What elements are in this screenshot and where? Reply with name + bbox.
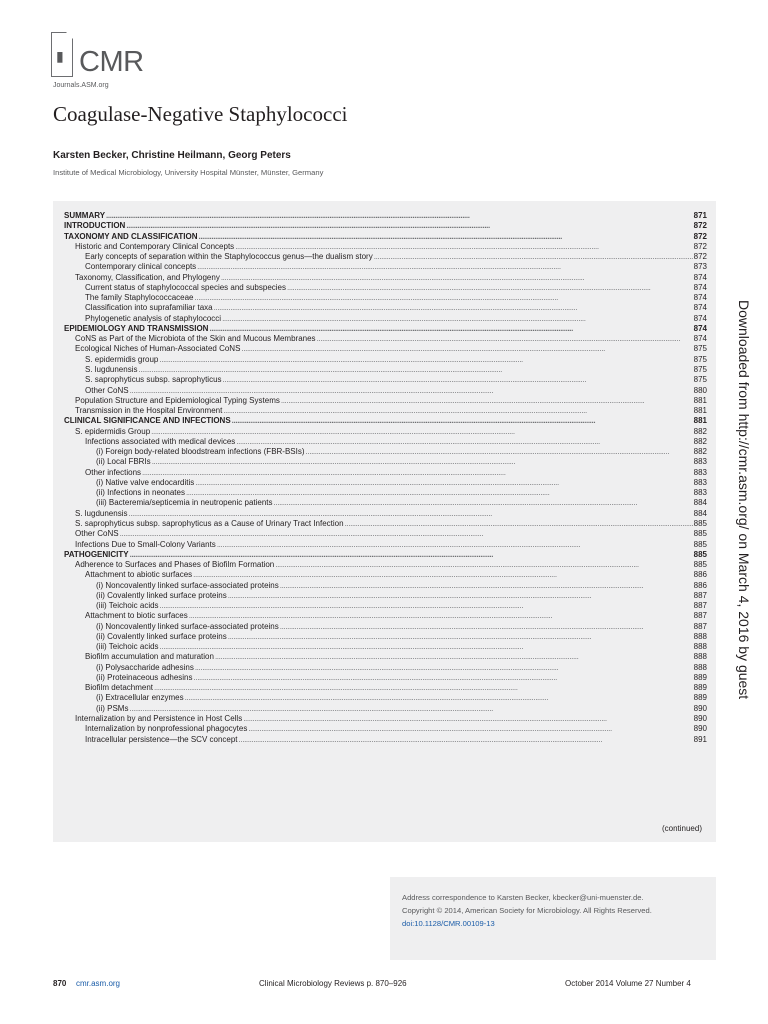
- toc-entry-page: 882: [693, 436, 707, 446]
- toc-entry-page: 885: [693, 560, 707, 570]
- toc-entry-label: Internalization by and Persistence in Host Cells: [75, 714, 243, 724]
- toc-entry-page: 885: [693, 549, 707, 559]
- toc-entry-page: 874: [693, 303, 707, 313]
- toc-entry-page: 886: [693, 580, 707, 590]
- toc-leader-dots: [306, 447, 693, 457]
- toc-leader-dots: [142, 468, 693, 478]
- toc-entry-label: EPIDEMIOLOGY AND TRANSMISSION: [64, 323, 209, 333]
- toc-entry[interactable]: [64, 509, 707, 519]
- toc-entry-page: 883: [693, 488, 707, 498]
- toc-leader-dots: [222, 314, 693, 324]
- toc-leader-dots: [239, 735, 693, 745]
- toc-entry[interactable]: [64, 303, 707, 313]
- document-icon: ▮: [51, 32, 73, 77]
- toc-entry-label: CLINICAL SIGNIFICANCE AND INFECTIONS: [64, 416, 231, 426]
- toc-entry-label: The family Staphylococcaceae: [85, 293, 194, 303]
- toc-entry-label: (i) Noncovalently linked surface-associated proteins: [96, 621, 279, 631]
- toc-entry[interactable]: [64, 211, 707, 221]
- toc-entry[interactable]: [64, 355, 707, 365]
- toc-entry[interactable]: [64, 242, 707, 252]
- toc-entry-label: Current status of staphylococcal species and subspecies: [85, 282, 286, 292]
- toc-entry[interactable]: [64, 375, 707, 385]
- toc-leader-dots: [287, 283, 693, 293]
- toc-entry-label: SUMMARY: [64, 211, 106, 220]
- toc-entry[interactable]: [64, 673, 707, 683]
- copyright-notice: Copyright © 2014, American Society for Microbiology. All Rights Reserved.: [402, 906, 652, 915]
- toc-entry-label: (ii) Infections in neonates: [96, 488, 185, 498]
- toc-entry-label: Intracellular persistence—the SCV concept: [85, 734, 238, 744]
- toc-entry-label: (ii) Local FBRIs: [96, 457, 151, 467]
- toc-entry[interactable]: [64, 273, 707, 283]
- toc-entry-page: 875: [693, 375, 707, 385]
- article-title: Coagulase-Negative Staphylococci: [53, 102, 348, 126]
- toc-entry-label: (ii) Covalently linked surface proteins: [96, 631, 227, 641]
- toc-entry-label: (ii) PSMs: [96, 703, 129, 713]
- toc-entry[interactable]: [64, 314, 707, 324]
- toc-entry[interactable]: [64, 478, 707, 488]
- toc-entry[interactable]: [64, 468, 707, 478]
- toc-entry-label: Infections associated with medical devices: [85, 436, 236, 446]
- toc-entry-page: 887: [693, 590, 707, 600]
- toc-entry-page: 874: [693, 272, 707, 282]
- toc-entry-page: 875: [693, 344, 707, 354]
- toc-entry[interactable]: [64, 570, 707, 580]
- toc-entry[interactable]: [64, 560, 707, 570]
- doi-link[interactable]: doi:10.1128/CMR.00109-13: [402, 919, 495, 928]
- toc-entry[interactable]: [64, 540, 707, 550]
- issue-info: October 2014 Volume 27 Number 4: [565, 979, 691, 988]
- toc-entry-label: Classification into suprafamiliar taxa: [85, 303, 213, 313]
- toc-entry-page: 872: [693, 241, 707, 251]
- toc-leader-dots: [193, 570, 692, 580]
- toc-leader-dots: [214, 303, 693, 313]
- toc-entry-label: (iii) Teichoic acids: [96, 642, 159, 652]
- journal-citation: Clinical Microbiology Reviews p. 870–926: [259, 979, 407, 988]
- page-number: 870: [53, 979, 67, 988]
- toc-entry-label: Biofilm accumulation and maturation: [85, 652, 214, 662]
- toc-entry[interactable]: [64, 735, 707, 745]
- toc-entry-page: 888: [693, 662, 707, 672]
- toc-entry-label: Infections Due to Small-Colony Variants: [75, 539, 216, 549]
- toc-entry-page: 875: [693, 354, 707, 364]
- toc-leader-dots: [130, 386, 693, 396]
- toc-entry[interactable]: [64, 437, 707, 447]
- toc-entry-page: 874: [693, 282, 707, 292]
- toc-entry-label: Attachment to abiotic surfaces: [85, 570, 193, 580]
- toc-entry-page: 890: [693, 703, 707, 713]
- toc-entry[interactable]: [64, 724, 707, 734]
- toc-leader-dots: [223, 375, 693, 385]
- toc-leader-dots: [106, 211, 693, 221]
- toc-leader-dots: [160, 601, 693, 611]
- toc-entry-page: 872: [693, 231, 707, 241]
- toc-entry[interactable]: [64, 232, 707, 242]
- toc-entry-page: 882: [693, 426, 707, 436]
- toc-leader-dots: [209, 324, 692, 334]
- toc-leader-dots: [152, 457, 693, 467]
- toc-entry-page: 888: [693, 652, 707, 662]
- toc-leader-dots: [317, 334, 693, 344]
- toc-entry-page: 890: [693, 724, 707, 734]
- toc-entry[interactable]: [64, 457, 707, 467]
- toc-entry-page: 883: [693, 477, 707, 487]
- toc-leader-dots: [281, 396, 693, 406]
- toc-entry[interactable]: [64, 406, 707, 416]
- toc-leader-dots: [189, 611, 693, 621]
- toc-entry-page: 874: [693, 323, 707, 333]
- toc-entry[interactable]: [64, 601, 707, 611]
- toc-entry-page: 889: [693, 693, 707, 703]
- toc-entry-label: Historic and Contemporary Clinical Concepts: [75, 241, 235, 251]
- toc-leader-dots: [215, 652, 693, 662]
- author-list: Karsten Becker, Christine Heilmann, Georg Peters: [53, 150, 291, 161]
- toc-entry-page: 886: [693, 570, 707, 580]
- toc-leader-dots: [154, 683, 693, 693]
- toc-leader-dots: [197, 262, 692, 272]
- toc-entry-page: 887: [693, 601, 707, 611]
- toc-entry-label: (iii) Teichoic acids: [96, 601, 159, 611]
- toc-entry-page: 885: [693, 518, 707, 528]
- toc-entry-page: 889: [693, 683, 707, 693]
- toc-leader-dots: [345, 519, 693, 529]
- toc-entry-label: Attachment to biotic surfaces: [85, 611, 188, 621]
- toc-entry-page: 872: [693, 252, 707, 262]
- correspondence-address: Address correspondence to Karsten Becker, kbecker@uni-muenster.de.: [402, 893, 644, 902]
- logo-text: CMR: [79, 46, 144, 78]
- toc-leader-dots: [186, 488, 693, 498]
- toc-entry-label: S. saprophyticus subsp. saprophyticus as a Cause of Urinary Tract Infection: [75, 518, 344, 528]
- toc-leader-dots: [194, 673, 693, 683]
- toc-entry-label: Ecological Niches of Human-Associated CoNS: [75, 344, 241, 354]
- toc-entry-page: 885: [693, 539, 707, 549]
- toc-leader-dots: [221, 273, 693, 283]
- toc-entry[interactable]: [64, 591, 707, 601]
- toc-entry[interactable]: [64, 344, 707, 354]
- toc-entry[interactable]: [64, 632, 707, 642]
- toc-leader-dots: [374, 252, 693, 262]
- toc-entry[interactable]: [64, 252, 707, 262]
- toc-entry-page: 888: [693, 631, 707, 641]
- toc-entry[interactable]: [64, 262, 707, 272]
- toc-entry[interactable]: [64, 581, 707, 591]
- toc-entry-label: CoNS as Part of the Microbiota of the Skin and Mucous Membranes: [75, 334, 316, 344]
- toc-entry-page: 884: [693, 498, 707, 508]
- toc-leader-dots: [280, 622, 693, 632]
- toc-entry-label: Contemporary clinical concepts: [85, 262, 197, 272]
- toc-entry-label: Early concepts of separation within the Staphylococcus genus—the dualism story: [85, 252, 373, 262]
- toc-entry[interactable]: [64, 693, 707, 703]
- toc-leader-dots: [159, 355, 692, 365]
- toc-entry-page: 881: [693, 395, 707, 405]
- toc-entry[interactable]: [64, 386, 707, 396]
- toc-leader-dots: [185, 693, 693, 703]
- toc-entry-page: 883: [693, 457, 707, 467]
- toc-leader-dots: [120, 529, 693, 539]
- table-of-contents: [53, 201, 716, 842]
- toc-leader-dots: [248, 724, 692, 734]
- toc-leader-dots: [129, 704, 692, 714]
- toc-leader-dots: [195, 478, 692, 488]
- toc-entry[interactable]: [64, 293, 707, 303]
- toc-entry-label: (ii) Proteinaceous adhesins: [96, 672, 193, 682]
- toc-entry-label: (i) Native valve endocarditis: [96, 477, 195, 487]
- toc-entry[interactable]: [64, 334, 707, 344]
- toc-entry-label: (i) Extracellular enzymes: [96, 693, 184, 703]
- toc-entry[interactable]: [64, 611, 707, 621]
- toc-leader-dots: [130, 550, 693, 560]
- journal-logo: [51, 32, 143, 94]
- toc-entry[interactable]: [64, 324, 707, 334]
- toc-entry-label: TAXONOMY AND CLASSIFICATION: [64, 231, 198, 241]
- toc-leader-dots: [228, 591, 693, 601]
- toc-leader-dots: [160, 642, 693, 652]
- toc-entry-page: 871: [693, 211, 707, 220]
- site-link[interactable]: cmr.asm.org: [76, 979, 121, 988]
- toc-entry-label: (i) Polysaccharide adhesins: [96, 662, 194, 672]
- toc-entry[interactable]: [64, 488, 707, 498]
- toc-leader-dots: [128, 509, 692, 519]
- toc-entry-page: 890: [693, 714, 707, 724]
- toc-entry-page: 889: [693, 672, 707, 682]
- toc-entry-label: S. saprophyticus subsp. saprophyticus: [85, 375, 222, 385]
- toc-entry[interactable]: [64, 396, 707, 406]
- toc-leader-dots: [275, 560, 692, 570]
- toc-entry-page: 874: [693, 293, 707, 303]
- toc-entry-page: 874: [693, 334, 707, 344]
- toc-entry-label: PATHOGENICITY: [64, 549, 129, 559]
- toc-leader-dots: [151, 427, 692, 437]
- toc-entry[interactable]: [64, 221, 707, 231]
- toc-entry-label: Population Structure and Epidemiological Typing Systems: [75, 395, 280, 405]
- toc-entry-label: (ii) Covalently linked surface proteins: [96, 590, 227, 600]
- toc-entry-page: 887: [693, 621, 707, 631]
- toc-entry-label: Transmission in the Hospital Environment: [75, 406, 223, 416]
- toc-entry[interactable]: [64, 550, 707, 560]
- toc-entry[interactable]: [64, 642, 707, 652]
- toc-entry-page: 884: [693, 508, 707, 518]
- affiliation: Institute of Medical Microbiology, University Hospital Münster, Münster, Germany: [53, 168, 324, 177]
- toc-entry[interactable]: [64, 663, 707, 673]
- toc-entry[interactable]: [64, 427, 707, 437]
- toc-entry-page: 883: [693, 467, 707, 477]
- toc-entry-page: 875: [693, 364, 707, 374]
- toc-entry-label: S. lugdunensis: [75, 508, 128, 518]
- toc-entry-page: 882: [693, 447, 707, 457]
- correspondence-box: [390, 877, 716, 960]
- toc-entry[interactable]: [64, 416, 707, 426]
- toc-entry-page: 881: [693, 416, 707, 426]
- toc-leader-dots: [236, 437, 692, 447]
- toc-entry-label: Adherence to Surfaces and Phases of Biofilm Formation: [75, 560, 275, 570]
- toc-leader-dots: [138, 365, 692, 375]
- toc-entry[interactable]: [64, 622, 707, 632]
- toc-leader-dots: [195, 293, 693, 303]
- toc-entry[interactable]: [64, 365, 707, 375]
- toc-entry-label: Biofilm detachment: [85, 683, 154, 693]
- download-watermark: Downloaded from http://cmr.asm.org/ on March 4, 2016 by guest: [736, 300, 752, 700]
- toc-entry[interactable]: [64, 519, 707, 529]
- toc-leader-dots: [235, 242, 692, 252]
- toc-entry-label: S. epidermidis group: [85, 354, 159, 364]
- toc-entry-label: (i) Noncovalently linked surface-associated proteins: [96, 580, 279, 590]
- toc-leader-dots: [217, 540, 693, 550]
- toc-entry-page: 872: [693, 221, 707, 231]
- toc-entry[interactable]: [64, 652, 707, 662]
- toc-leader-dots: [198, 232, 692, 242]
- toc-entry-label: Internalization by nonprofessional phagocytes: [85, 724, 248, 734]
- toc-entry[interactable]: [64, 283, 707, 293]
- toc-entry-page: 880: [693, 385, 707, 395]
- toc-entry[interactable]: [64, 714, 707, 724]
- toc-entry-page: 881: [693, 406, 707, 416]
- toc-entry-page: 891: [693, 734, 707, 744]
- toc-entry-label: S. epidermidis Group: [75, 426, 151, 436]
- toc-leader-dots: [274, 498, 693, 508]
- toc-leader-dots: [241, 344, 692, 354]
- toc-entry-label: Other CoNS: [75, 529, 119, 539]
- toc-entry-page: 885: [693, 529, 707, 539]
- toc-continued: (continued): [661, 824, 702, 833]
- toc-entry-page: 873: [693, 262, 707, 272]
- toc-leader-dots: [243, 714, 692, 724]
- toc-entry-label: (iii) Bacteremia/septicemia in neutropenic patients: [96, 498, 273, 508]
- logo-subtext: Journals.ASM.org: [53, 82, 109, 89]
- toc-leader-dots: [195, 663, 693, 673]
- toc-entry-label: Taxonomy, Classification, and Phylogeny: [75, 272, 220, 282]
- toc-entry-label: (i) Foreign body-related bloodstream infections (FBR-BSIs): [96, 447, 305, 457]
- toc-leader-dots: [228, 632, 693, 642]
- toc-leader-dots: [126, 221, 692, 231]
- toc-entry-page: 887: [693, 611, 707, 621]
- toc-entry[interactable]: [64, 529, 707, 539]
- toc-entry-label: Other CoNS: [85, 385, 129, 395]
- toc-list: [64, 211, 707, 745]
- toc-entry-label: Other infections: [85, 467, 142, 477]
- toc-entry-label: INTRODUCTION: [64, 221, 126, 231]
- toc-entry[interactable]: [64, 704, 707, 714]
- toc-entry-label: S. lugdunensis: [85, 364, 138, 374]
- toc-entry[interactable]: [64, 683, 707, 693]
- toc-entry-page: 888: [693, 642, 707, 652]
- toc-entry[interactable]: [64, 447, 707, 457]
- toc-entry[interactable]: [64, 498, 707, 508]
- toc-leader-dots: [280, 581, 693, 591]
- toc-entry-page: 874: [693, 313, 707, 323]
- toc-leader-dots: [223, 406, 692, 416]
- toc-entry-label: Phylogenetic analysis of staphylococci: [85, 313, 222, 323]
- toc-leader-dots: [232, 416, 693, 426]
